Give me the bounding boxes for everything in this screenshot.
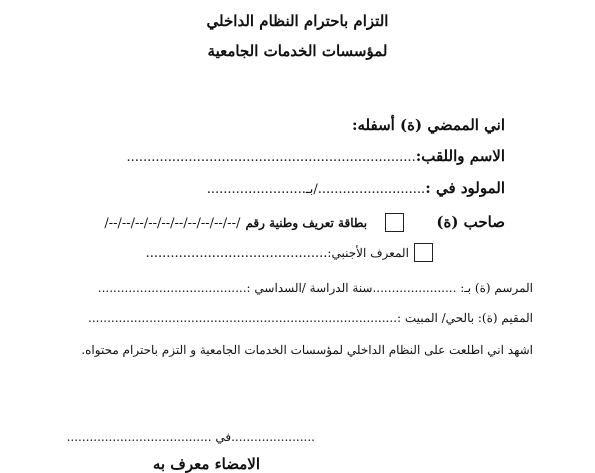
place-date-field[interactable]: ......................في ...................................... [66,430,315,444]
birth-field[interactable]: ........................../بـ........................ [206,182,426,197]
commitment-statement: اشهد اني اطلعت على النظام الداخلي لمؤسسات الخدمات الجامعية و التزم باحترام محتواه. [81,343,533,357]
document-subtitle: لمؤسسات الخدمات الجامعية [207,42,388,60]
id-card-checkbox[interactable] [385,213,404,232]
enrollment-row[interactable]: المرسم (ة) بـ: ......................سنة الدراسة /السداسي :....................................... [97,281,533,295]
document-title: التزام باحترام النظام الداخلي [206,12,389,30]
name-field[interactable]: ...................................................................... [126,150,416,165]
foreign-id-field[interactable]: ............................................ [145,246,328,261]
foreign-id-checkbox[interactable] [414,243,433,262]
id-card-number-field[interactable]: /--/--/--/--/--/--/--/--/--/--/ [104,216,241,231]
name-row [126,146,505,165]
holder-label: صاحب (ة) [436,213,505,231]
holder-row [104,212,505,232]
residence-row[interactable]: المقيم (ة): بالحي/ المبيت :................................................................................. [88,311,533,325]
name-label: الاسم واللقب: [415,147,505,165]
foreign-id-row [146,242,433,262]
intro-text: اني الممضي (ة) أسفله: [351,116,505,134]
signature-label: الامضاء معرف به [152,455,260,473]
birth-label: المولود في : [425,179,505,197]
foreign-id-label: المعرف الأجنبي: [327,246,409,260]
birth-row [207,178,505,197]
id-card-label: بطاقة تعريف وطنية رقم [245,216,368,230]
